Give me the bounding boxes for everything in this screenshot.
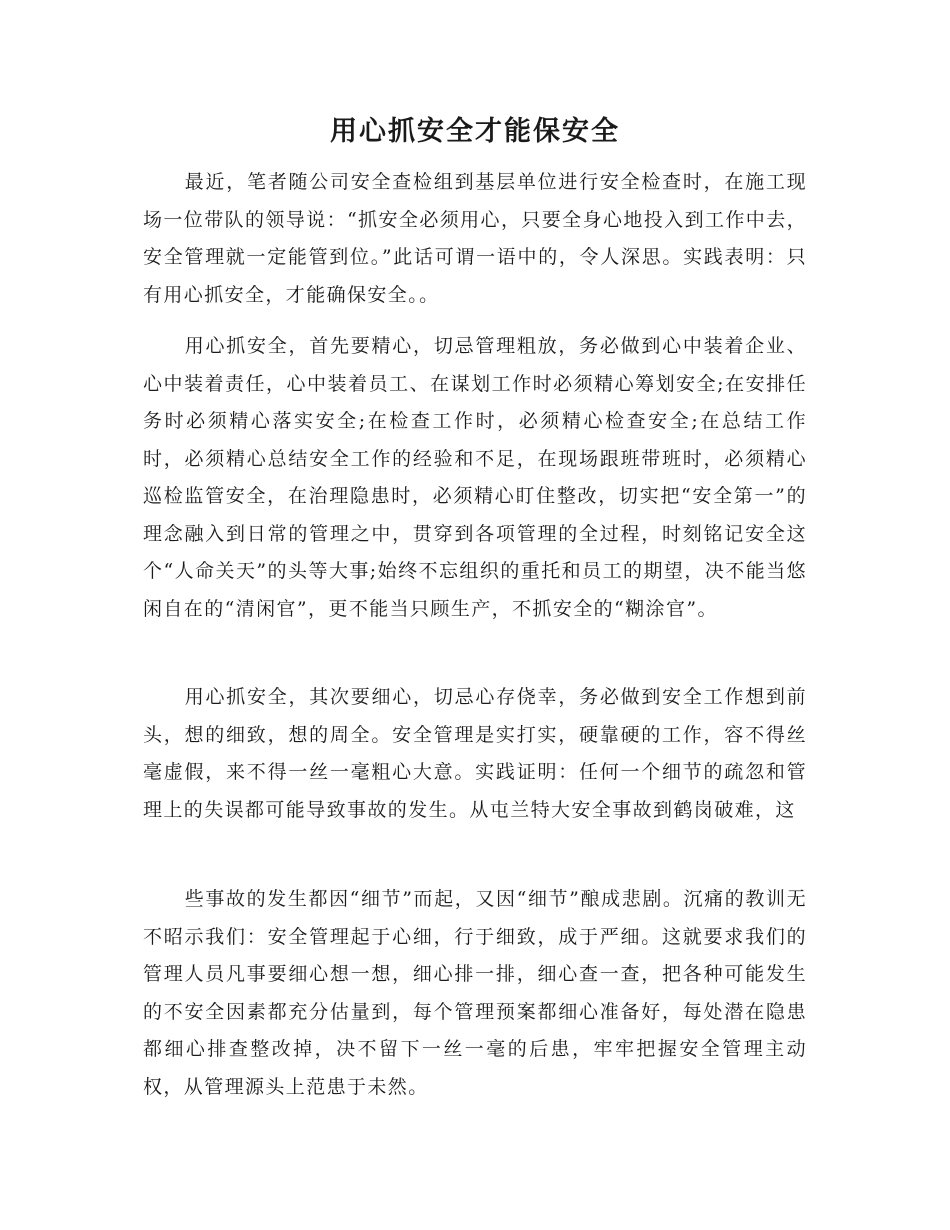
paragraph-2: 用心抓安全，首先要精心，切忌管理粗放，务必做到心中装着企业、心中装着责任，心中装着员工、在谋划工作时必须精心筹划安全;在安排任务时必须精心落实安全;在检查工作时，必须精心检查安全;在总结工作时，必须精心总结安全工作的经验和不足，在现场跟班带班时，必须精心巡检监管安全，在治理隐患时，必须精心盯住整改，切实把“安全第一”的理念融入到日常的管理之中，贯穿到各项管理的全过程，时刻铭记安全这个“人命关天”的头等大事;始终不忘组织的重托和员工的期望，决不能当悠闲自在的“清闲官”，更不能当只顾生产，不抓安全的“糊涂官”。 (143, 335, 807, 620)
paragraph-4: 些事故的发生都因“细节”而起，又因“细节”酿成悲剧。沉痛的教训无不昭示我们：安全管理起于心细，行于细致，成于严细。这就要求我们的管理人员凡事要细心想一想，细心排一排，细心查一查，把各种可能发生的不安全因素都充分估量到，每个管理预案都细心准备好，每处潜在隐患都细心排查整改掉，决不留下一丝一毫的后患，牢牢把握安全管理主动权，从管理源头上范患于未然。 (143, 888, 807, 1098)
page-title: 用心抓安全才能保安全 (330, 116, 620, 147)
paragraph-3: 用心抓安全，其次要细心，切忌心存侥幸，务必做到安全工作想到前头，想的细致，想的周全。安全管理是实打实，硬靠硬的工作，容不得丝毫虚假，来不得一丝一毫粗心大意。实践证明：任何一个细节的疏忽和管理上的失误都可能导致事故的发生。从屯兰特大安全事故到鹤岗破难，这 (143, 686, 807, 821)
paragraph-1: 最近，笔者随公司安全查检组到基层单位进行安全检查时，在施工现场一位带队的领导说：“抓安全必须用心，只要全身心地投入到工作中去，安全管理就一定能管到位。”此话可谓一语中的，令人深思。实践表明：只有用心抓安全，才能确保安全。。 (143, 171, 807, 306)
